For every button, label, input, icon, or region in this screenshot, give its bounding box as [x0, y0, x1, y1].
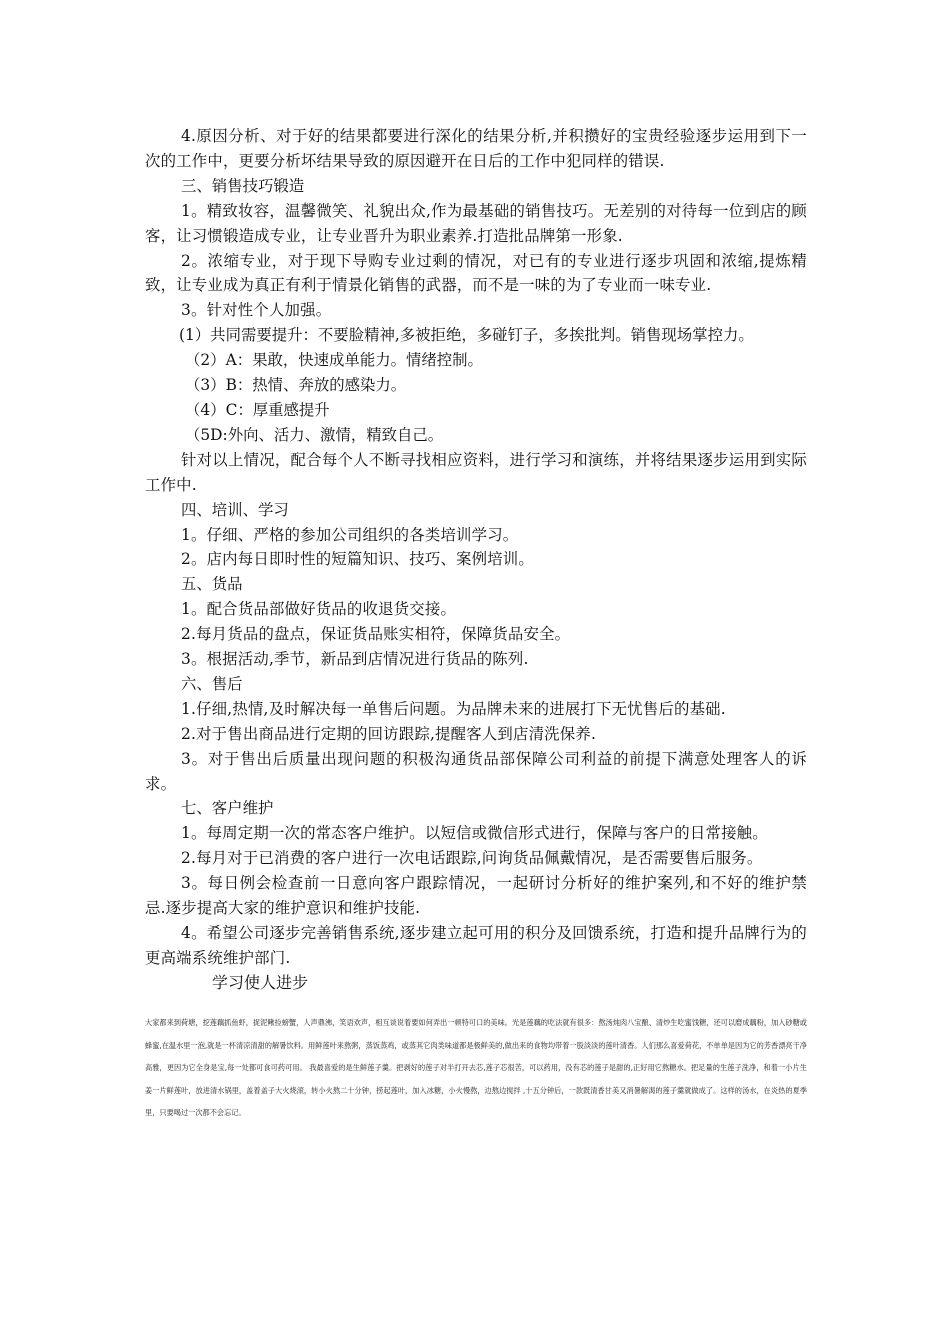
section-heading: 五、货品 — [181, 575, 243, 594]
sub-item: （4）C：厚重感提升 — [185, 400, 330, 419]
body-paragraph: 1。配合货品部做好货品的收退货交接。 — [181, 600, 457, 619]
sub-item: (1）共同需要提升：不要脸精神,多被拒绝，多碰钉子，多挨批判。销售现场掌控力。 — [179, 326, 754, 345]
section-heading: 六、售后 — [181, 674, 243, 693]
essay-paragraph: 大家都来到荷塘，挖莲藕抓鱼虾，捉泥鳅捡螃蟹，人声鼎沸，笑语欢声，相互谈说着要如何弄出一顿特可口的美味。光是莲藕的吃法就有很多：熬汤炖肉八宝酿、清炒生吃蜜饯糖，还可以磨成藕粉，加入砂糖或蜂蜜,在温水里一泡,就是一杯清凉清甜的解暑饮料。用鲜莲叶来熬粥，蒸饭蒸鸡，或蒸其它肉类味道都是极鲜美的,做出来的食物均带着一股淡淡的莲叶清香。人们那么喜爱荷花，不单单是因为它的芳香漂亮干净高雅，更因为它全身是宝,每一处都可食可药可用。 我最喜爱的是生鲜莲子羹。把剥好的莲子对半打开去芯,莲子芯很苦，可以药用，没有芯的莲子是甜的,正好用它熬糖水。把足量的生莲子洗净，和着一小片生姜一片鲜莲叶，放进清水锅里，盖着盖子大火烧滚，转小火熬二十分钟，捞起莲叶，加入冰糖，小火慢熬，边熬边搅拌 ,十五分钟后，一款既清香甘美又消暑解渴的莲子羹就做成了。这样的汤水，在炎热的夏季里，只要喝过一次都不会忘记。 — [145, 1018, 807, 1118]
document-body — [145, 124, 807, 971]
body-paragraph: 3。针对性个人加强。 — [181, 301, 332, 320]
body-paragraph: 2.对于售出商品进行定期的回访跟踪,提醒客人到店清洗保养. — [181, 724, 597, 743]
section-heading: 七、客户维护 — [181, 799, 274, 818]
body-paragraph: 1。仔细、严格的参加公司组织的各类培训学习。 — [181, 525, 519, 544]
essay-title: 学习使人进步 — [212, 973, 309, 992]
body-paragraph: 1。精致妆容，温馨微笑、礼貌出众,作为最基础的销售技巧。无差别的对待每一位到店的顾客，让习惯锻造成专业，让专业晋升为职业素养.打造批品牌第一形象. — [145, 201, 807, 245]
sub-item: （3）B：热情、奔放的感染力。 — [185, 376, 407, 395]
body-paragraph: 1.仔细,热情,及时解决每一单售后问题。为品牌未来的进展打下无忧售后的基础. — [181, 699, 726, 718]
body-paragraph: 3。对于售出后质量出现问题的积极沟通货品部保障公司利益的前提下满意处理客人的诉求。 — [145, 749, 807, 793]
body-paragraph: 1。每周定期一次的常态客户维护。以短信或微信形式进行，保障与客户的日常接触。 — [181, 824, 768, 843]
section-heading: 三、销售技巧锻造 — [181, 176, 305, 195]
body-paragraph: 针对以上情况，配合每个人不断寻找相应资料，进行学习和演练，并将结果逐步运用到实际工作中. — [145, 450, 807, 494]
body-paragraph: 4。希望公司逐步完善销售系统,逐步建立起可用的积分及回馈系统，打造和提升品牌行为的更高端系统维护部门. — [145, 924, 807, 967]
section-heading: 四、培训、学习 — [181, 500, 289, 519]
body-paragraph: 2.每月货品的盘点，保证货品账实相符，保障货品安全。 — [181, 625, 571, 644]
body-paragraph: 2.每月对于已消费的客户进行一次电话跟踪,问询货品佩戴情况，是否需要售后服务。 — [181, 849, 763, 868]
sub-item: （2）A：果敢，快速成单能力。情绪控制。 — [185, 351, 483, 370]
body-paragraph: 2。浓缩专业，对于现下导购专业过剩的情况，对已有的专业进行逐步巩固和浓缩,提炼精致，让专业成为真正有利于情景化销售的武器，而不是一味的为了专业而一味专业. — [145, 251, 807, 295]
body-paragraph: 2。店内每日即时性的短篇知识、技巧、案例培训。 — [181, 550, 534, 569]
body-paragraph: 3。每日例会检查前一日意向客户跟踪情况，一起研讨分析好的维护案列,和不好的维护禁忌.逐步提高大家的维护意识和维护技能. — [145, 874, 807, 918]
body-paragraph: 4.原因分析、对于好的结果都要进行深化的结果分析,并积攒好的宝贵经验逐步运用到下一次的工作中，更要分析坏结果导致的原因避开在日后的工作中犯同样的错误. — [145, 127, 807, 170]
body-paragraph: 3。根据活动,季节，新品到店情况进行货品的陈列. — [181, 650, 529, 669]
sub-item: （5D:外向、活力、激情，精致自己。 — [185, 425, 444, 444]
